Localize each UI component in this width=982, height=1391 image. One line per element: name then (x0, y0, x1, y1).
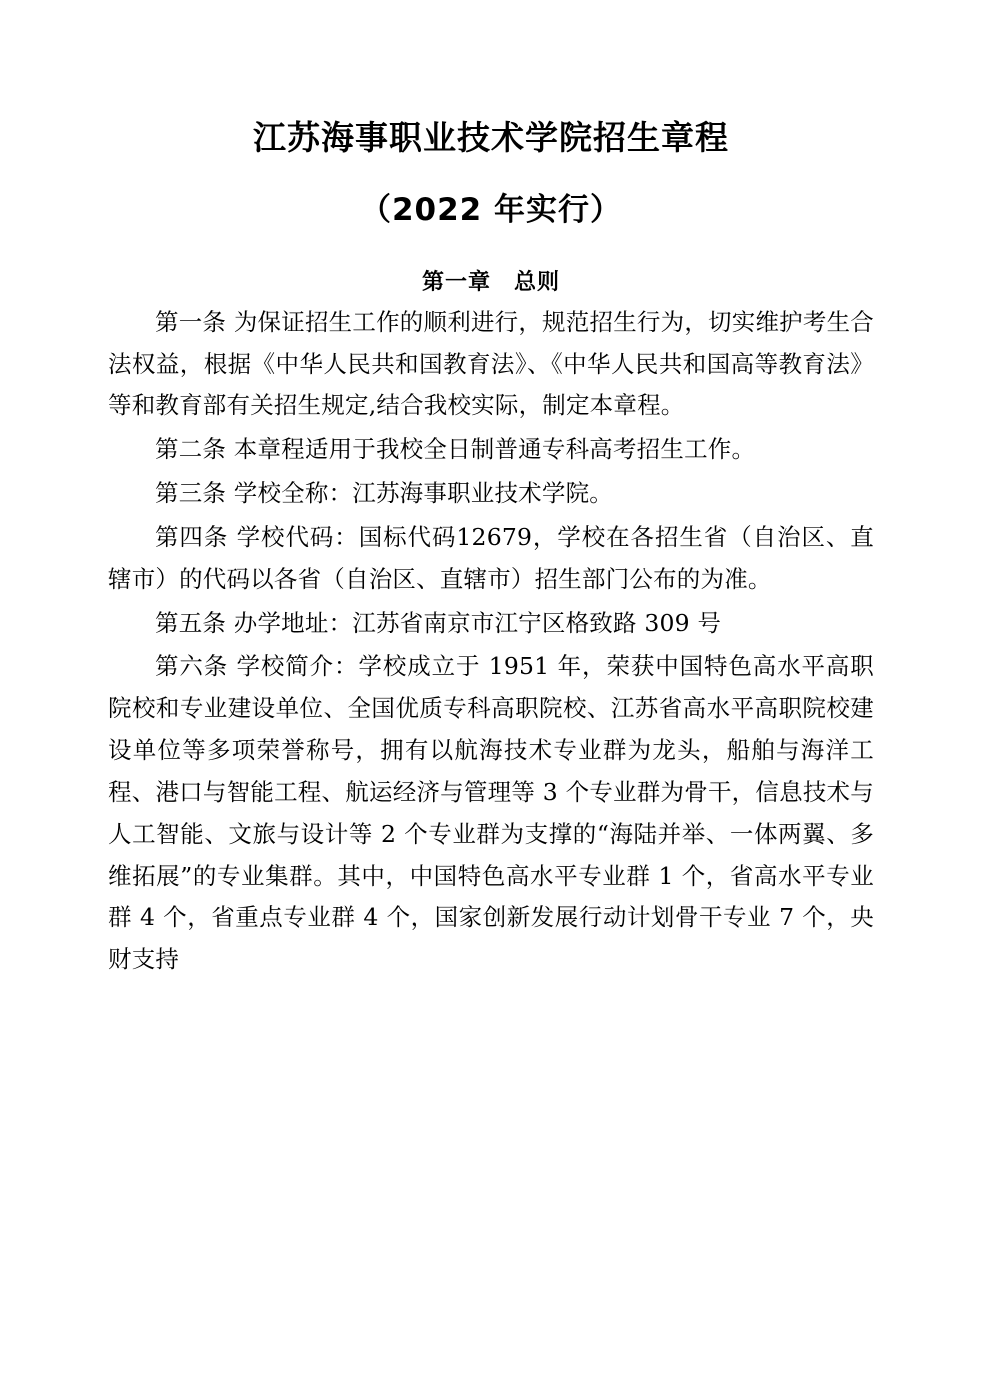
paragraph-article-3: 第三条 学校全称：江苏海事职业技术学院。 (155, 479, 613, 508)
paragraph-article-5: 第五条 办学地址：江苏省南京市江宁区格致路 309 号 (155, 608, 722, 637)
paragraph-article-1: 第一条 为保证招生工作的顺利进行，规范招生行为，切实维护考生合法权益，根据《中华人民共和国教育法》、《中华人民共和国高等教育法》等和教育部有关招生规定,结合我校实际，制定本章程。 (108, 307, 874, 420)
document-subtitle: （2022 年实行） (359, 191, 623, 228)
paragraph-article-2: 第二条 本章程适用于我校全日制普通专科高考招生工作。 (155, 435, 756, 464)
paragraph-article-6: 第六条 学校简介：学校成立于 1951 年，荣获中国特色高水平高职院校和专业建设单位、全国优质专科高职院校、江苏省高水平高职院校建设单位等多项荣誉称号，拥有以航海技术专业群为龙头，船舶与海洋工程、港口与智能工程、航运经济与管理等 3 个专业群为骨干，信息技术与人工智能、文旅与设计等 2 个专业群为支撑的“海陆并举、一体两翼、多维拓展”的专业集群。其中，中国特色高水平专业群 1 个，省高水平专业群 4 个，省重点专业群 4 个，国家创新发展行动计划骨干专业 7 个，央财支持 (108, 652, 874, 974)
chapter-heading: 第一章 总则 (421, 269, 560, 295)
document-title: 江苏海事职业技术学院招生章程 (253, 118, 729, 157)
paragraph-article-4: 第四条 学校代码：国标代码12679，学校在各招生省（自治区、直辖市）的代码以各省（自治区、直辖市）招生部门公布的为准。 (108, 522, 874, 593)
